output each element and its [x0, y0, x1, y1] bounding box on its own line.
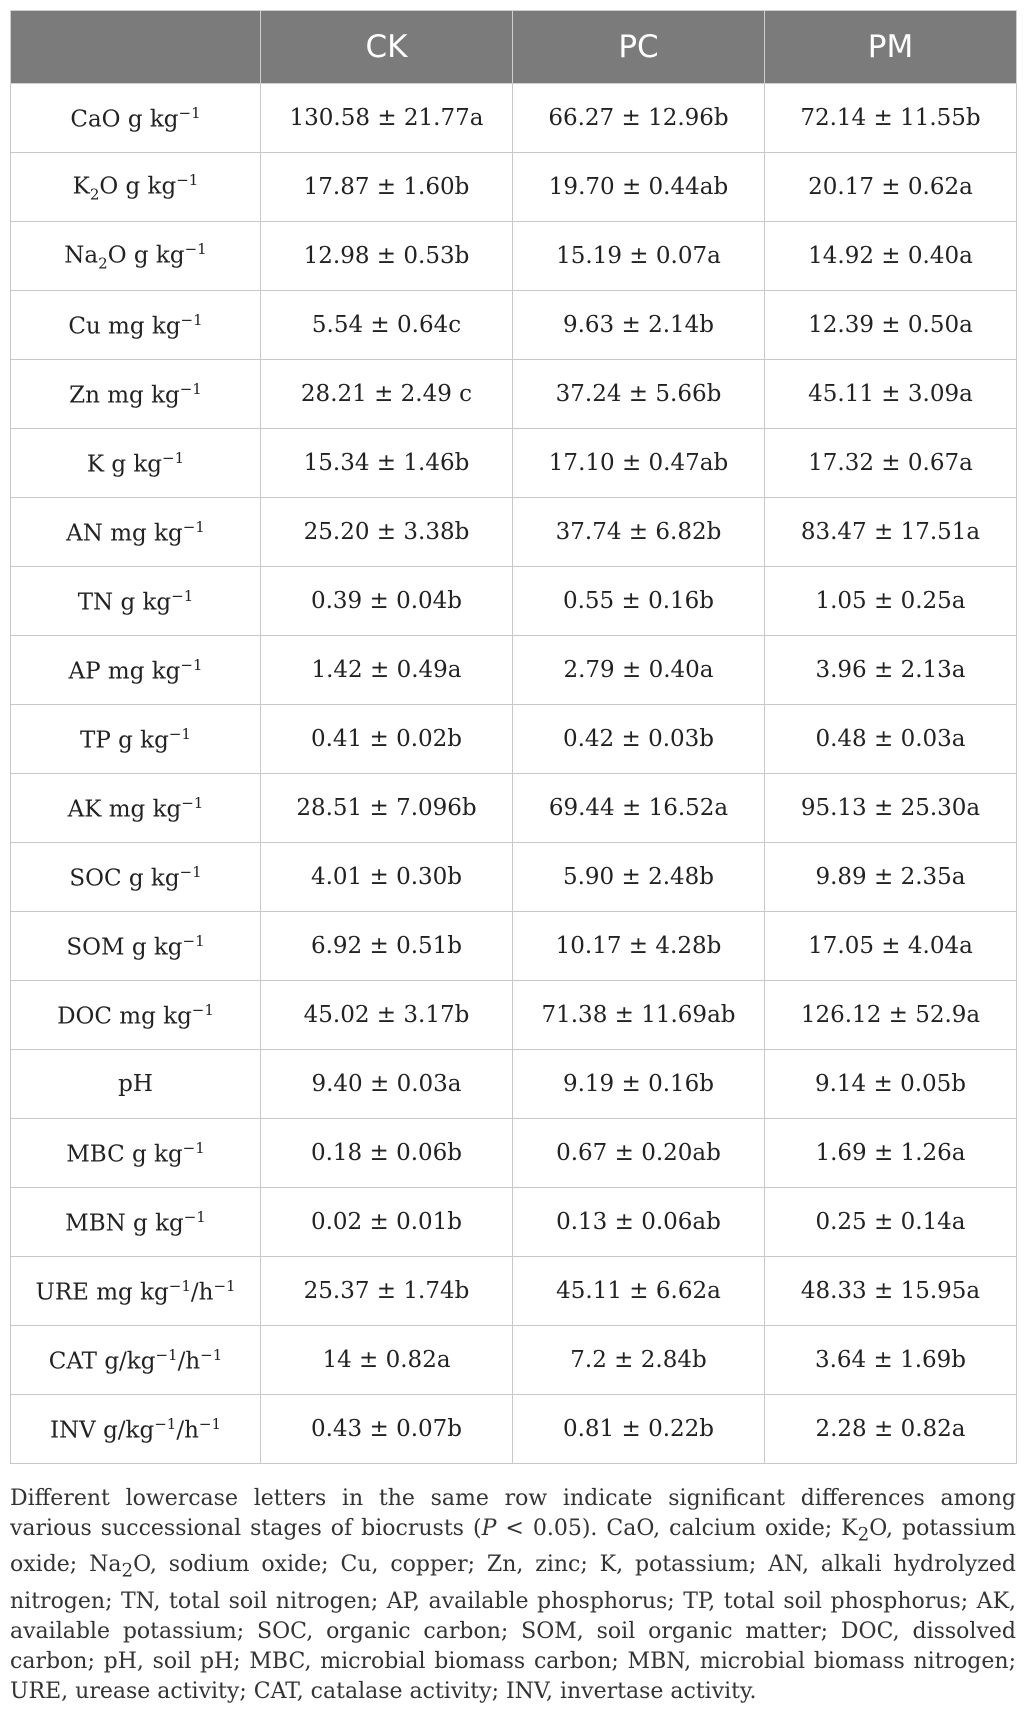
text-run: −1	[179, 379, 202, 398]
text-run: −1	[162, 448, 185, 467]
text-run: TN g kg	[77, 589, 172, 616]
table-row	[11, 843, 1017, 912]
row-label-cell	[11, 636, 261, 705]
text-run: < 0.05). CaO, calcium oxide; K	[496, 1516, 858, 1541]
text-run: −1	[191, 1000, 214, 1019]
document-page	[10, 10, 1016, 1729]
text-run: CaO g kg	[70, 106, 179, 133]
table-row	[11, 981, 1017, 1050]
text-run: O, potassium oxide; Na	[10, 1516, 1016, 1578]
text-run: SOC g kg	[69, 865, 180, 892]
text-run: CAT g/kg	[48, 1348, 156, 1375]
text-run: −1	[184, 239, 207, 258]
cell-pc: 45.11 ± 6.62a	[513, 1257, 765, 1326]
cell-pc: 0.55 ± 0.16b	[513, 567, 765, 636]
text-run: /h	[190, 1279, 214, 1306]
text-run: Zn mg kg	[69, 382, 180, 409]
cell-pc: 37.24 ± 5.66b	[513, 360, 765, 429]
row-label-cell	[11, 774, 261, 843]
row-label-cell	[11, 1050, 261, 1119]
cell-pm: 1.69 ± 1.26a	[765, 1119, 1017, 1188]
cell-pc: 10.17 ± 4.28b	[513, 912, 765, 981]
cell-pm: 9.14 ± 0.05b	[765, 1050, 1017, 1119]
row-label-cell	[11, 1395, 261, 1464]
text-run: Na	[64, 242, 99, 269]
table-row	[11, 291, 1017, 360]
row-label-cell	[11, 429, 261, 498]
table-row	[11, 774, 1017, 843]
cell-pc: 7.2 ± 2.84b	[513, 1326, 765, 1395]
table-row	[11, 84, 1017, 153]
cell-pc: 9.19 ± 0.16b	[513, 1050, 765, 1119]
row-label-cell	[11, 222, 261, 291]
table-row	[11, 360, 1017, 429]
cell-ck: 25.20 ± 3.38b	[261, 498, 513, 567]
text-run: −1	[154, 1414, 177, 1433]
cell-ck: 0.41 ± 0.02b	[261, 705, 513, 774]
row-label-cell	[11, 291, 261, 360]
text-run: −1	[171, 586, 194, 605]
text-run: −1	[176, 170, 199, 189]
text-run: −1	[180, 310, 203, 329]
cell-ck: 45.02 ± 3.17b	[261, 981, 513, 1050]
table-row	[11, 153, 1017, 222]
cell-ck: 28.21 ± 2.49 c	[261, 360, 513, 429]
table-row	[11, 1050, 1017, 1119]
text-run: −1	[155, 1345, 178, 1364]
row-label-cell	[11, 1326, 261, 1395]
table-row	[11, 912, 1017, 981]
header-cell-ck: CK	[261, 11, 513, 84]
cell-pm: 0.25 ± 0.14a	[765, 1188, 1017, 1257]
table-row	[11, 498, 1017, 567]
table-row	[11, 1326, 1017, 1395]
cell-pm: 48.33 ± 15.95a	[765, 1257, 1017, 1326]
text-run: O, sodium oxide; Cu, copper; Zn, zinc; K, potassium; AN, alkali hydrolyzed nitrogen; TN, total soil nitrogen; AP, available phosphorus; TP, total soil phosphorus; AK, available potassium; SOC, organic carbon; SOM, soil organic matter; DOC, dissolved carbon; pH, soil pH; MBC, microbial biomass carbon; MBN, microbial biomass nitrogen; URE, urease activity; CAT, catalase activity; INV, invertase activity.	[10, 1552, 1016, 1704]
text-run: 2	[89, 185, 100, 204]
row-label-cell	[11, 981, 261, 1050]
table-header	[11, 11, 1017, 84]
cell-pc: 5.90 ± 2.48b	[513, 843, 765, 912]
row-label-cell	[11, 912, 261, 981]
cell-pc: 0.13 ± 0.06ab	[513, 1188, 765, 1257]
cell-pm: 2.28 ± 0.82a	[765, 1395, 1017, 1464]
row-label-cell	[11, 705, 261, 774]
cell-pc: 9.63 ± 2.14b	[513, 291, 765, 360]
text-run: pH	[118, 1071, 153, 1097]
cell-ck: 4.01 ± 0.30b	[261, 843, 513, 912]
text-run: SOM g kg	[66, 934, 183, 961]
cell-pc: 0.81 ± 0.22b	[513, 1395, 765, 1464]
table-body	[11, 84, 1017, 1464]
row-label-cell	[11, 153, 261, 222]
text-run: 2	[857, 1524, 870, 1546]
text-run: AP mg kg	[68, 658, 181, 685]
table-row	[11, 567, 1017, 636]
cell-pm: 83.47 ± 17.51a	[765, 498, 1017, 567]
row-label-cell	[11, 1188, 261, 1257]
row-label-cell	[11, 567, 261, 636]
cell-ck: 6.92 ± 0.51b	[261, 912, 513, 981]
text-run: K g kg	[86, 451, 163, 478]
text-run: /h	[176, 1417, 199, 1444]
text-run: −1	[182, 931, 205, 950]
cell-pc: 2.79 ± 0.40a	[513, 636, 765, 705]
header-row	[11, 11, 1017, 84]
data-table	[10, 10, 1017, 1464]
text-run: MBC g kg	[66, 1141, 183, 1168]
text-run: −1	[213, 1276, 236, 1295]
cell-ck: 17.87 ± 1.60b	[261, 153, 513, 222]
text-run: Cu mg kg	[68, 313, 181, 340]
header-cell-pm: PM	[765, 11, 1017, 84]
text-run: −1	[183, 1207, 206, 1226]
table-row	[11, 1188, 1017, 1257]
cell-pm: 17.32 ± 0.67a	[765, 429, 1017, 498]
text-run: DOC mg kg	[57, 1003, 192, 1030]
header-cell-pc: PC	[513, 11, 765, 84]
cell-ck: 0.39 ± 0.04b	[261, 567, 513, 636]
cell-ck: 5.54 ± 0.64c	[261, 291, 513, 360]
table-row	[11, 636, 1017, 705]
row-label-cell	[11, 1119, 261, 1188]
cell-pm: 72.14 ± 11.55b	[765, 84, 1017, 153]
cell-pc: 15.19 ± 0.07a	[513, 222, 765, 291]
table-row	[11, 1395, 1017, 1464]
text-run: /h	[177, 1348, 201, 1375]
cell-pm: 126.12 ± 52.9a	[765, 981, 1017, 1050]
text-run: INV g/kg	[49, 1417, 155, 1444]
cell-ck: 130.58 ± 21.77a	[261, 84, 513, 153]
cell-pm: 3.96 ± 2.13a	[765, 636, 1017, 705]
cell-ck: 14 ± 0.82a	[261, 1326, 513, 1395]
cell-ck: 9.40 ± 0.03a	[261, 1050, 513, 1119]
cell-ck: 15.34 ± 1.46b	[261, 429, 513, 498]
cell-pm: 9.89 ± 2.35a	[765, 843, 1017, 912]
table-row	[11, 705, 1017, 774]
table-footnote	[10, 1484, 1016, 1707]
cell-pm: 45.11 ± 3.09a	[765, 360, 1017, 429]
text-run: O g kg	[99, 173, 177, 200]
row-label-cell	[11, 84, 261, 153]
table-row	[11, 429, 1017, 498]
cell-pc: 0.42 ± 0.03b	[513, 705, 765, 774]
header-cell-variable	[11, 11, 261, 84]
text-run: −1	[198, 1414, 222, 1433]
text-run: −1	[182, 517, 205, 536]
cell-pc: 19.70 ± 0.44ab	[513, 153, 765, 222]
cell-pm: 1.05 ± 0.25a	[765, 567, 1017, 636]
text-run: −1	[178, 103, 201, 122]
text-run: 2	[121, 1560, 134, 1582]
cell-pc: 66.27 ± 12.96b	[513, 84, 765, 153]
row-label-cell	[11, 360, 261, 429]
cell-pm: 17.05 ± 4.04a	[765, 912, 1017, 981]
text-run: Different lowercase letters in the same row indicate significant differences among various successional stages of biocrusts (	[10, 1486, 1016, 1541]
cell-pm: 0.48 ± 0.03a	[765, 705, 1017, 774]
row-label-cell	[11, 843, 261, 912]
cell-ck: 1.42 ± 0.49a	[261, 636, 513, 705]
text-run: −1	[200, 1345, 223, 1364]
text-run: MBN g kg	[65, 1210, 184, 1237]
cell-pm: 12.39 ± 0.50a	[765, 291, 1017, 360]
row-label-cell	[11, 1257, 261, 1326]
text-run: P	[481, 1516, 497, 1541]
cell-ck: 25.37 ± 1.74b	[261, 1257, 513, 1326]
cell-pc: 71.38 ± 11.69ab	[513, 981, 765, 1050]
text-run: −1	[181, 793, 204, 812]
cell-pm: 95.13 ± 25.30a	[765, 774, 1017, 843]
text-run: AK mg kg	[67, 796, 182, 823]
text-run: −1	[180, 655, 203, 674]
text-run: AN mg kg	[66, 520, 183, 547]
text-run: −1	[168, 724, 191, 743]
cell-ck: 28.51 ± 7.096b	[261, 774, 513, 843]
cell-pc: 37.74 ± 6.82b	[513, 498, 765, 567]
cell-pc: 69.44 ± 16.52a	[513, 774, 765, 843]
text-run: −1	[182, 1138, 205, 1157]
text-run: O g kg	[107, 242, 185, 269]
cell-ck: 0.18 ± 0.06b	[261, 1119, 513, 1188]
cell-pc: 0.67 ± 0.20ab	[513, 1119, 765, 1188]
text-run: URE mg kg	[35, 1279, 169, 1306]
text-run: −1	[179, 862, 202, 881]
table-row	[11, 222, 1017, 291]
cell-ck: 0.43 ± 0.07b	[261, 1395, 513, 1464]
cell-pm: 14.92 ± 0.40a	[765, 222, 1017, 291]
text-run: K	[72, 173, 90, 200]
row-label-cell	[11, 498, 261, 567]
cell-pm: 20.17 ± 0.62a	[765, 153, 1017, 222]
cell-pm: 3.64 ± 1.69b	[765, 1326, 1017, 1395]
cell-ck: 12.98 ± 0.53b	[261, 222, 513, 291]
text-run: TP g kg	[80, 727, 169, 754]
text-run: 2	[98, 254, 108, 273]
table-row	[11, 1119, 1017, 1188]
text-run: −1	[168, 1276, 191, 1295]
cell-pc: 17.10 ± 0.47ab	[513, 429, 765, 498]
cell-ck: 0.02 ± 0.01b	[261, 1188, 513, 1257]
table-row	[11, 1257, 1017, 1326]
